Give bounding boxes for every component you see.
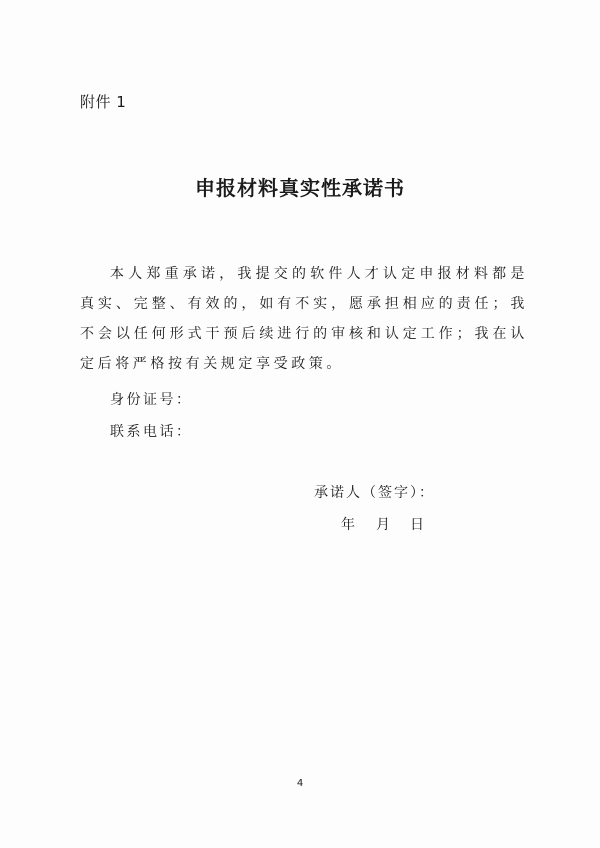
document-title: 申报材料真实性承诺书	[195, 176, 405, 200]
date-month-label: 月	[376, 517, 390, 533]
phone-label: 联系电话：	[110, 424, 193, 440]
page-number: 4	[296, 778, 304, 789]
commitment-paragraph: 本人郑重承诺，我提交的软件人才认定申报材料都是真实、完整、有效的，如有不实，愿承担相应的责任；我不会以任何形式干预后续进行的审核和认定工作；我在认定后将严格按有关规定享受政策。	[80, 266, 528, 372]
date-day-label: 日	[410, 517, 424, 533]
signature-label: 承诺人（签字）：	[314, 485, 435, 501]
date-year-label: 年	[341, 517, 355, 533]
id-number-label: 身份证号：	[110, 392, 193, 408]
attachment-label: 附件 1	[80, 93, 127, 111]
